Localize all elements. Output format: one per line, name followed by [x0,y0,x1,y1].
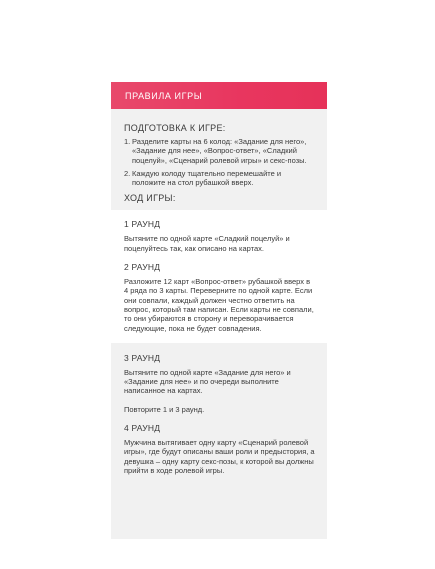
rounds-block-1 [111,210,327,342]
rules-title: ПРАВИЛА ИГРЫ [125,90,203,101]
step-number: 1. [124,137,131,146]
rules-header [111,82,327,109]
preparation-section [111,109,327,210]
step-number: 2. [124,168,131,178]
round-3-title: 3 РАУНД [124,352,161,363]
preparation-list [124,137,316,187]
step-text: Разделите карты на 6 колод: «Задание для него», «Задание для нее», «Вопрос-ответ», «Сладкий поцелуй», «Сценарий ролевой игры» и секс-позы. [132,137,307,165]
preparation-step [124,137,316,165]
step-text: Каждую колоду тщательно перемешайте и положите на стол рубашкой вверх. [132,168,282,188]
round-3-note: Повторите 1 и 3 раунд. [124,404,205,414]
round-2-text: Разложите 12 карт «Вопрос-ответ» рубашкой вверх в 4 ряда по 3 карты. Переверните по одной карте. Если они совпали, каждый должен честно ответить на вопрос, который там написан. Если карты не совпали, то они убираются в сторону и переворачивается следующие, пока не будет совпадения. [124,277,314,333]
round-3-text: Вытяните по одной карте «Задание для него» и «Задание для нее» и по очереди выполните написанное на картах. [124,367,291,396]
round-4-title: 4 РАУНД [124,423,161,434]
round-1-title: 1 РАУНД [124,219,161,230]
round-4-text: Мужчина вытягивает одну карту «Сценарий ролевой игры», где будут описаны ваши роли и предыстория, а девушка – одну карту секс-позы, к которой вы должны прийти в ходе ролевой игры. [124,438,315,475]
preparation-step [124,169,316,188]
rounds-block-2 [111,343,327,485]
course-heading: ХОД ИГРЫ: [124,193,176,204]
rules-card [111,82,327,539]
preparation-heading: ПОДГОТОВКА К ИГРЕ: [124,123,226,133]
round-1-text: Вытяните по одной карте «Сладкий поцелуй» и поцелуйтесь так, как описано на картах. [124,234,290,253]
round-2-title: 2 РАУНД [124,262,161,273]
